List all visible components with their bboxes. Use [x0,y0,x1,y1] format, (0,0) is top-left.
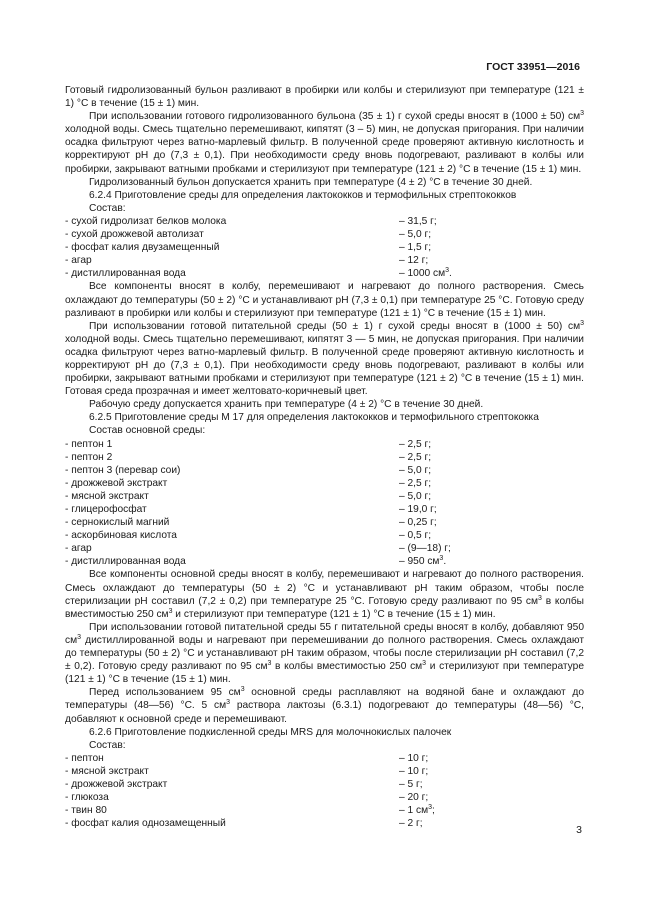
paragraph: Все компоненты вносят в колбу, перемешивают и нагревают до полного растворения. Смесь охлаждают до температуры (50 ± 2) °С и устанавливают pH (7,3 ± 0,1) при температуре 25 °С. Готовую среду разливают в пробирки или колбы и стерилизуют при температуре (121 ± 1) °С в течение (15 ± 1) мин. [65,281,584,319]
list-item: - дрожжевой экстракт – 2,5 г; [65,477,432,489]
composition-label: Состав: [89,202,126,214]
list-item: - дистиллированная вода – 1000 $см^3$. [65,267,452,280]
ingredient-list-3 [65,752,584,831]
list-item: - пептон – 10 г; [65,752,429,764]
composition-label: Состав основной среды: [89,425,206,437]
list-item: - твин 80 – 1 $см^3$; [65,804,435,817]
list-item: - дрожжевой экстракт – 5 г; [65,778,423,790]
list-item: - сухой дрожжевой автолизат – 5,0 г; [65,229,432,241]
paragraph: Перед использованием 95 $см^3$ основной среды расплавляют на водяной бане и охлаждают до температуры (48—56) °С. 5 $см^3$ раствора лактозы (6.3.1) подогревают до температуры (48—56) °С, добавляют к основной среде и перемешивают. [65,686,584,725]
list-item: - сухой гидролизат белков молока – 31,5 г; [65,215,437,227]
document-header: ГОСТ 33951—2016 [486,61,580,73]
list-item: - агар – (9—18) г; [65,543,451,555]
section-heading-6-2-4: 6.2.4 Приготовление среды для определения лактококков и термофильных стрептококков [89,189,517,201]
section-heading-6-2-5: 6.2.5 Приготовление среды М 17 для определения лактококков и термофильного стрептококка [89,412,539,424]
paragraph: Все компоненты основной среды вносят в колбу, перемешивают и нагревают до полного растворения. Смесь охлаждают до температуры (50 ± 2) °С и устанавливают pH таким образом, чтобы после стерилизации pH составил (7,2 ± 0,2) при температуре 25 °С. Готовую среду разливают по 95 $см^3$ в колбы вместимостью 250 $см^3$ и стерилизуют при температуре (121 ± 1) °С в течение (15 ± 1) мин. [65,569,584,620]
list-item: - мясной экстракт – 5,0 г; [65,490,432,502]
list-item: - пептон 3 (перевар сои) – 5,0 г; [65,464,432,476]
composition-label: Состав: [89,739,126,751]
list-item: - глицерофосфат – 19,0 г; [65,504,437,515]
paragraph: При использовании готового гидролизованного бульона (35 ± 1) г сухой среды вносят в (1000 ± 50) $см^3$ холодной воды. Смесь тщательно перемешивают, кипятят (3 – 5) мин, не допуская пригорания. При наличии осадка фильтруют через ватно-марлевый фильтр. В полученной среде проверяют активную кислотность и корректируют pH до (7,3 ± 0,1). При необходимости среду вновь подогревают, разливают в колбы или пробирки, закрывают ватными пробками и стерилизуют при температуре (121 ± 2) °С в течение (15 ± 1) мин. [65,110,584,175]
list-item: - пептон 2 – 2,5 г; [65,451,432,463]
page-body [65,84,584,830]
list-item: - дистиллированная вода – 950 $см^3$. [65,555,447,568]
list-item: - сернокислый магний – 0,25 г; [65,517,437,529]
paragraph: Готовый гидролизованный бульон разливают в пробирки или колбы и стерилизуют при температуре (121 ± 1) °С в течение (15 ± 1) мин. [65,85,584,110]
paragraph: При использовании готовой питательной среды (50 ± 1) г сухой среды вносят в (1000 ± 50) $см^3$ холодной воды. Смесь тщательно перемешивают, кипятят 3 — 5 мин, не допуская пригорания. При наличии осадка фильтруют через ватно-марлевый фильтр. В полученной среде проверяют активную кислотность и корректируют pH до (7,3 ± 0,1). При необходимости среду вновь подогревают, разливают в колбы или пробирки, закрывают ватными пробками и стерилизуют при температуре (121 ± 2) °С в течение (15 ± 1) мин. Готовая среда прозрачная и имеет желтовато-коричневый цвет. [65,319,584,398]
list-item: - аскорбиновая кислота – 0,5 г; [65,530,432,542]
list-item: - фосфат калия однозамещенный – 2 г; [65,818,423,830]
paragraph: Гидролизованный бульон допускается хранить при температуре (4 ± 2) °С в течение 30 дней. [89,176,533,188]
page-number: 3 [576,824,582,836]
list-item: - фосфат калия двузамещенный – 1,5 г; [65,242,432,254]
ingredient-list-1 [65,215,584,280]
list-item: - пептон 1 – 2,5 г; [65,438,432,450]
list-item: - глюкоза – 20 г; [65,792,429,804]
list-item: - агар – 12 г; [65,255,429,267]
ingredient-list-2 [65,438,584,569]
list-item: - мясной экстракт – 10 г; [65,765,429,777]
section-heading-6-2-6: 6.2.6 Приготовление подкисленной среды MRS для молочнокислых палочек [89,726,452,738]
paragraph: При использовании готовой питательной среды 55 г питательной среды вносят в колбу, добавляют 950 $см^3$ дистиллированной воды и нагревают при перемешивании до полного растворения. Смесь охлаждают до температуры (50 ± 2) °С и устанавливают pH таким образом, чтобы после стерилизации pH составил (7,2 ± 0,2). Готовую среду разливают по 95 $см^3$ в колбы вместимостью 250 $см^3$ и стерилизуют при температуре (121 ± 1) °С в течение (15 ± 1) мин. [65,621,584,686]
paragraph: Рабочую среду допускается хранить при температуре (4 ± 2) °С в течение 30 дней. [89,399,484,411]
